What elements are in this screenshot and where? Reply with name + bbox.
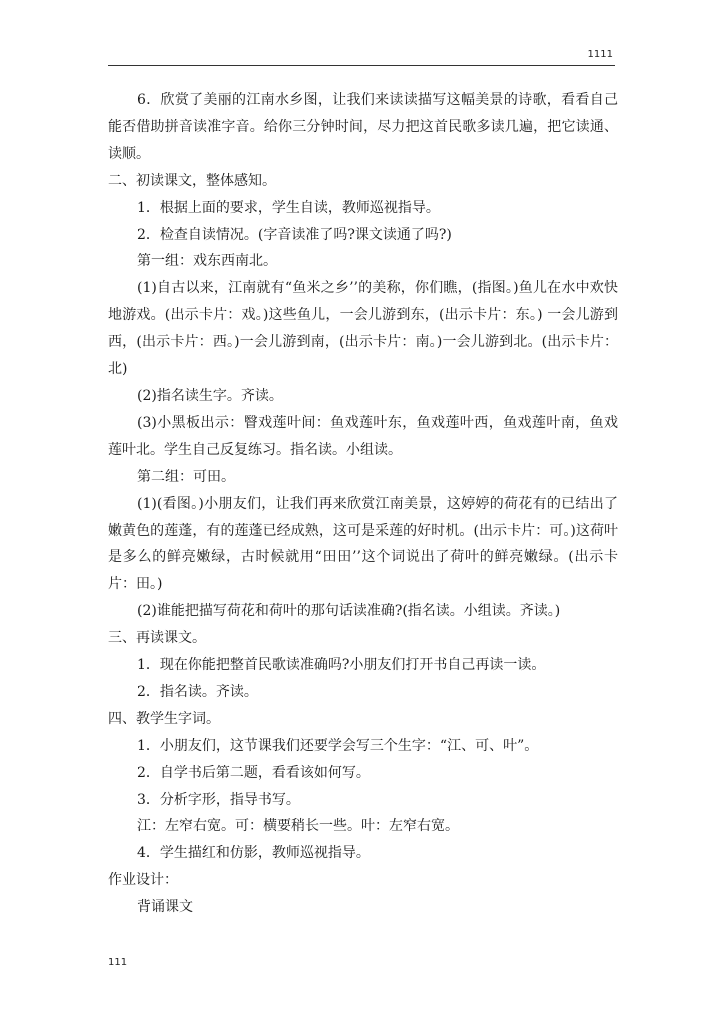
paragraph: 三、再读课文。 bbox=[108, 630, 206, 647]
paragraph: (1)(看图。)小朋友们，让我们再来欣赏江南美景，这婷婷的荷花有的已结出了嫩黄色的莲蓬，有的莲蓬已经成熟，这可是采莲的好时机。(出示卡片：可。)这荷叶是多么的鲜亮嫩绿，古时候就用“田田’’这个词说出了荷叶的鲜亮嫩绿。(出示卡片：田。) bbox=[108, 495, 618, 593]
document-body bbox=[108, 87, 618, 921]
paragraph: (2)指名读生字。齐读。 bbox=[137, 387, 283, 404]
paragraph: 2．指名读。齐读。 bbox=[137, 683, 258, 700]
paragraph: 2．自学书后第二题，看看该如何写。 bbox=[137, 764, 370, 781]
paragraph: 作业设计： bbox=[108, 872, 178, 889]
header-rule bbox=[108, 65, 615, 66]
paragraph: 二、初读课文，整体感知。 bbox=[108, 172, 276, 189]
paragraph: 第一组：戏东西南北。 bbox=[137, 253, 277, 270]
paragraph: 4．学生描红和仿影，教师巡视指导。 bbox=[137, 845, 370, 862]
paragraph: 江：左窄右宽。可：横要稍长一些。叶：左窄右宽。 bbox=[137, 818, 459, 835]
paragraph: 1．现在你能把整首民歌读准确吗?小朋友们打开书自己再读一读。 bbox=[137, 657, 546, 674]
paragraph: 1．根据上面的要求，学生自读，教师巡视指导。 bbox=[137, 199, 440, 216]
paragraph: 2．检查自读情况。(字音读准了吗?课文读通了吗?) bbox=[137, 226, 452, 243]
paragraph: 四、教学生字词。 bbox=[108, 710, 220, 727]
paragraph: 1．小朋友们，这节课我们还要学会写三个生字：“江、可、叶”。 bbox=[137, 737, 539, 754]
header-page-number: 1111 bbox=[587, 49, 613, 60]
paragraph: 3．分析字形，指导书写。 bbox=[137, 791, 300, 808]
paragraph: 背诵课文 bbox=[137, 899, 193, 916]
paragraph: 第二组：可田。 bbox=[137, 468, 235, 485]
footer-page-number: 111 bbox=[108, 957, 128, 968]
paragraph: (1)自古以来，江南就有“鱼米之乡’’的美称，你们瞧，(指图。)鱼儿在水中欢快地游戏。(出示卡片：戏。)这些鱼儿，一会儿游到东，(出示卡片：东。) 一会儿游到西，(出示卡片：西。)一会儿游到南，(出示卡片：南。)一会儿游到北。(出示卡片：北) bbox=[108, 280, 618, 378]
paragraph: (3)小黑板出示：瞖戏莲叶间：鱼戏莲叶东，鱼戏莲叶西，鱼戏莲叶南，鱼戏莲叶北。学生自己反复练习。指名读。小组读。 bbox=[108, 414, 618, 458]
paragraph: 6．欣赏了美丽的江南水乡图，让我们来读读描写这幅美景的诗歌，看看自己能否借助拼音读准字音。给你三分钟时间，尽力把这首民歌多读几遍，把它读通、读顺。 bbox=[108, 92, 618, 162]
paragraph: (2)谁能把描写荷花和荷叶的那句话读准确?(指名读。小组读。齐读。) bbox=[137, 603, 561, 620]
